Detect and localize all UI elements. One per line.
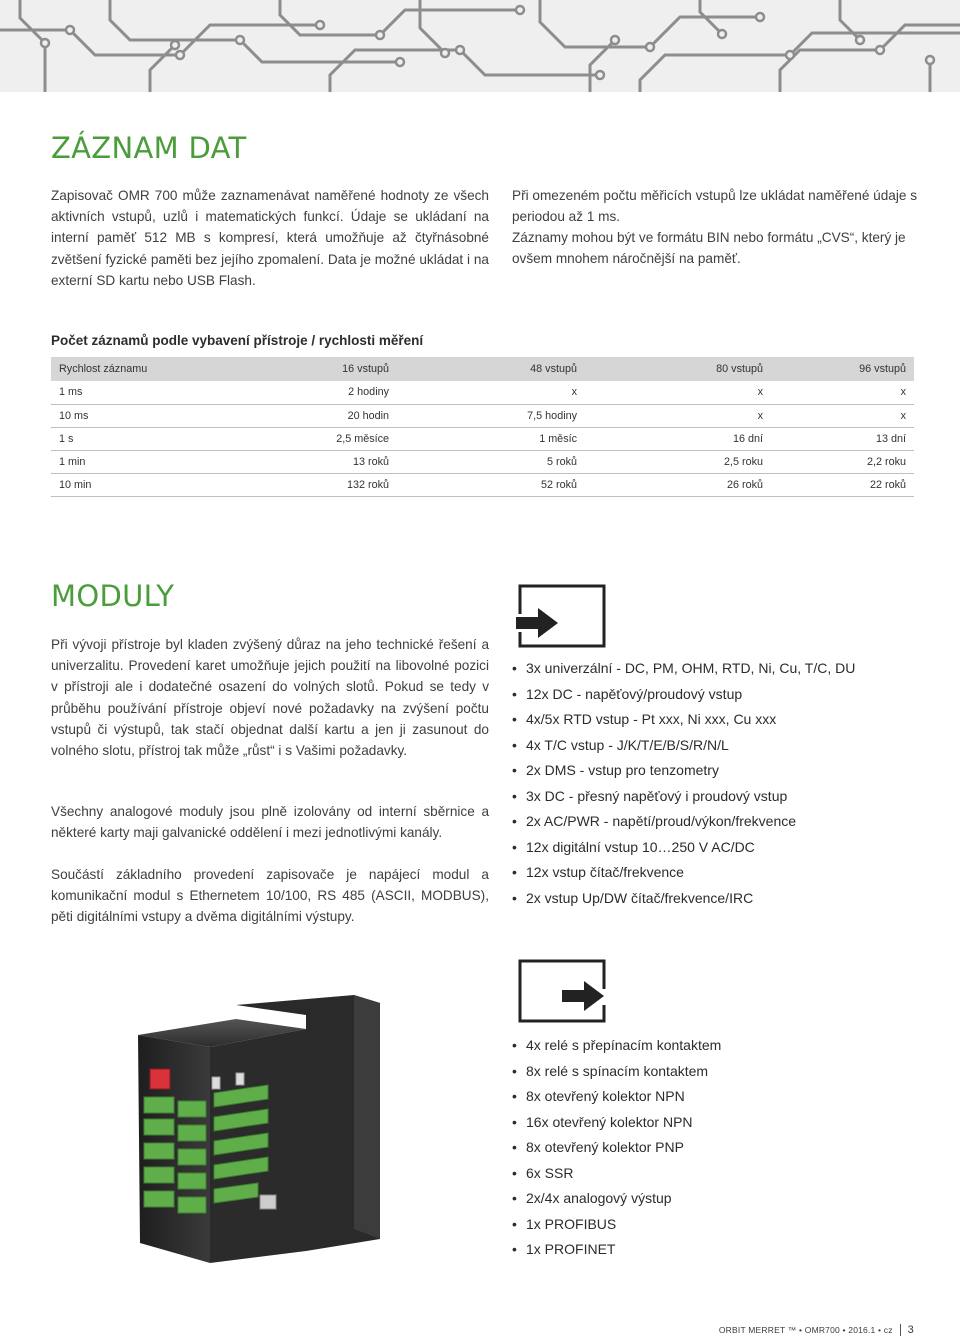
list-item: • 8x otevřený kolektor PNP: [512, 1139, 684, 1155]
list-item: • 4x relé s přepínacím kontaktem: [512, 1037, 722, 1053]
page-number: 3: [907, 1324, 914, 1336]
table-row: [51, 450, 914, 473]
table-cell: 2,5 roku: [585, 450, 771, 473]
list-item: • 12x digitální vstup 10…250 V AC/DC: [512, 838, 755, 855]
list-item: • 2x AC/PWR - napětí/proud/výkon/frekvence: [512, 813, 797, 829]
output-modules-list: [512, 1033, 721, 1263]
basic-equipment-note: Součástí základního provedení zapisovače je napájecí modul a komunikační modul s Ethernetem 10/100, RS 485 (ASCII, MODBUS), pěti digitálními vstupy a dvěma digitálními výstupy.: [51, 867, 489, 925]
list-item: • 8x relé s spínacím kontaktem: [512, 1062, 709, 1079]
page-footer: [719, 1324, 914, 1336]
table-cell: x: [585, 404, 771, 427]
column-header: 96 vstupů: [771, 357, 914, 381]
table-cell: 132 roků: [221, 473, 397, 496]
output-module-icon: [514, 955, 608, 1027]
circuit-banner: [0, 0, 960, 92]
period-note: Při omezeném počtu měřicích vstupů lze ukládat naměřené údaje s periodou až 1 ms.: [512, 188, 917, 225]
isolation-note: Všechny analogové moduly jsou plně izolovány od interní sběrnice a některé karty maji galvanické oddělení i mezi jednotlivými kanály.: [51, 804, 489, 841]
table-cell: 16 dní: [585, 427, 771, 450]
circuit-pattern-image: [0, 0, 960, 92]
section-title-data-logging: ZÁZNAM DAT: [51, 131, 247, 165]
device-rear-photo: [118, 993, 418, 1273]
table-cell: 20 hodin: [221, 404, 397, 427]
column-header: 16 vstupů: [221, 357, 397, 381]
list-item: • 8x otevřený kolektor NPN: [512, 1088, 685, 1104]
list-item: • 2x vstup Up/DW čítač/frekvence/IRC: [512, 889, 754, 906]
list-item: • 6x SSR: [512, 1164, 574, 1181]
section-title-modules: MODULY: [51, 579, 175, 613]
table-cell: 13 dní: [771, 427, 914, 450]
table-row: [51, 381, 914, 404]
list-item: • 1x PROFINET: [512, 1241, 616, 1257]
table-cell: 1 ms: [51, 381, 221, 404]
table-row: [51, 427, 914, 450]
table-cell: 2 hodiny: [221, 381, 397, 404]
format-note: Záznamy mohou být ve formátu BIN nebo formátu „CVS“, který je ovšem mnohem náročnější na paměť.: [512, 230, 906, 267]
list-item: • 16x otevřený kolektor NPN: [512, 1113, 693, 1130]
list-item: • 12x DC - napěťový/proudový vstup: [512, 685, 743, 702]
records-table: [51, 357, 914, 497]
table-cell: 22 roků: [771, 473, 914, 496]
list-item: • 3x univerzální - DC, PM, OHM, RTD, Ni, Cu, T/C, DU: [512, 660, 856, 676]
records-table-title: Počet záznamů podle vybavení přístroje / rychlosti měření: [51, 333, 424, 348]
data-logging-description: Zapisovač OMR 700 může zaznamenávat naměřené hodnoty ze všech aktivních vstupů, uzlů i matematických funkcí. Údaje se ukládaní na interní paměť 512 MB s kompresí, která umožňuje až čtyřnásobné zvětšení fyzické paměti bez jejího zpomalení. Data je možné ukládat i na externí SD kartu nebo USB Flash.: [51, 188, 489, 288]
table-cell: 13 roků: [221, 450, 397, 473]
table-cell: x: [771, 381, 914, 404]
table-header-row: [51, 357, 914, 381]
list-item: • 12x vstup čítač/frekvence: [512, 864, 684, 880]
table-cell: 10 ms: [51, 404, 221, 427]
list-item: • 1x PROFIBUS: [512, 1215, 617, 1232]
input-modules-list: [512, 656, 855, 911]
list-item: • 4x T/C vstup - J/K/T/E/B/S/R/N/L: [512, 736, 729, 753]
list-item: • 2x DMS - vstup pro tenzometry: [512, 762, 719, 778]
table-cell: 1 min: [51, 450, 221, 473]
table-cell: x: [771, 404, 914, 427]
list-item: • 3x DC - přesný napěťový i proudový vstup: [512, 787, 788, 804]
list-item: • 2x/4x analogový výstup: [512, 1190, 672, 1206]
footer-divider: [900, 1324, 901, 1336]
footer-brand: ORBIT MERRET ™ • OMR700 • 2016.1 • cz: [718, 1325, 893, 1335]
modules-description: Při vývoji přístroje byl kladen zvýšený důraz na jeho technické řešení a univerzalitu. Provedení karet umožňuje jejich použití na libovolné pozici v přístroji ale i dodatečné osazení do volných slotů. Pokud se tedy v průběhu používání přístroje objeví nové požadavky na zvýšení počtu vstupů či výstupů, tak stačí objednat další kartu a jen ji zasunout do volného slotu, přístroj tak může „růst“ i s Vašimi požadavky.: [51, 637, 489, 759]
table-cell: 2,2 roku: [771, 450, 914, 473]
table-cell: 2,5 měsíce: [221, 427, 397, 450]
table-cell: 52 roků: [397, 473, 585, 496]
table-cell: 5 roků: [397, 450, 585, 473]
table-cell: x: [397, 381, 585, 404]
table-cell: 1 s: [51, 427, 221, 450]
column-header: Rychlost záznamu: [51, 357, 221, 381]
list-item: • 4x/5x RTD vstup - Pt xxx, Ni xxx, Cu xxx: [512, 711, 777, 727]
table-cell: 26 roků: [585, 473, 771, 496]
column-header: 48 vstupů: [397, 357, 585, 381]
input-module-icon: [514, 580, 608, 650]
table-cell: 7,5 hodiny: [397, 404, 585, 427]
table-row: [51, 404, 914, 427]
table-cell: x: [585, 381, 771, 404]
table-cell: 1 měsíc: [397, 427, 585, 450]
table-cell: 10 min: [51, 473, 221, 496]
table-row: [51, 473, 914, 496]
column-header: 80 vstupů: [585, 357, 771, 381]
